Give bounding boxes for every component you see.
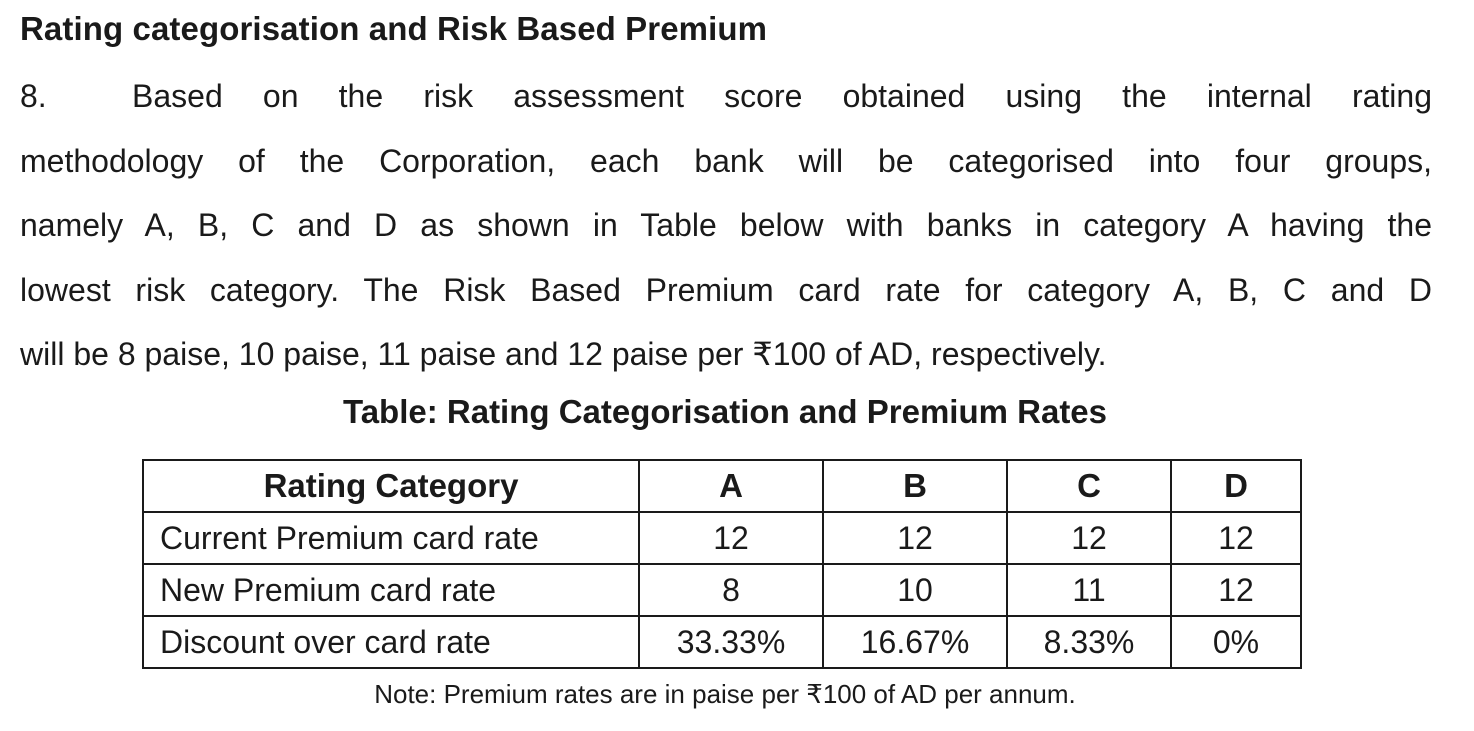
paragraph-number: 8. bbox=[20, 78, 47, 114]
header-rating-category: Rating Category bbox=[143, 460, 639, 512]
table-row bbox=[143, 564, 1301, 616]
row-label: Current Premium card rate bbox=[143, 512, 639, 564]
header-category-d: D bbox=[1171, 460, 1301, 512]
table-cell: 12 bbox=[1007, 512, 1171, 564]
table-cell: 8 bbox=[639, 564, 823, 616]
table-row bbox=[143, 512, 1301, 564]
table-cell: 11 bbox=[1007, 564, 1171, 616]
paragraph-line: lowest risk category. The Risk Based Premium card rate for category A, B, C and D bbox=[20, 271, 1432, 308]
table-cell: 33.33% bbox=[639, 616, 823, 668]
paragraph-line: methodology of the Corporation, each bank will be categorised into four groups, bbox=[20, 142, 1432, 179]
rating-table bbox=[142, 459, 1302, 669]
row-label: New Premium card rate bbox=[143, 564, 639, 616]
paragraph-line: will be 8 paise, 10 paise, 11 paise and 12 paise per ₹100 of AD, respectively. bbox=[20, 336, 1107, 372]
table-row bbox=[143, 616, 1301, 668]
row-label: Discount over card rate bbox=[143, 616, 639, 668]
header-category-b: B bbox=[823, 460, 1007, 512]
table-note: Note: Premium rates are in paise per ₹100 of AD per annum. bbox=[374, 679, 1076, 709]
paragraph-line bbox=[20, 64, 1432, 129]
table-cell: 0% bbox=[1171, 616, 1301, 668]
table-cell: 8.33% bbox=[1007, 616, 1171, 668]
table-cell: 12 bbox=[1171, 512, 1301, 564]
table-title: Table: Rating Categorisation and Premium Rates bbox=[342, 393, 1108, 430]
paragraph-8 bbox=[20, 64, 1432, 387]
table-cell: 12 bbox=[639, 512, 823, 564]
table-cell: 12 bbox=[1171, 564, 1301, 616]
table-cell: 10 bbox=[823, 564, 1007, 616]
paragraph-line: namely A, B, C and D as shown in Table below with banks in category A having the bbox=[20, 207, 1432, 243]
table-cell: 12 bbox=[823, 512, 1007, 564]
paragraph-line-text: Based on the risk assessment score obtained using the internal rating bbox=[132, 78, 1432, 114]
table-cell: 16.67% bbox=[823, 616, 1007, 668]
table-header-row bbox=[143, 460, 1301, 512]
header-category-a: A bbox=[639, 460, 823, 512]
header-category-c: C bbox=[1007, 460, 1171, 512]
section-heading: Rating categorisation and Risk Based Premium bbox=[20, 10, 768, 47]
